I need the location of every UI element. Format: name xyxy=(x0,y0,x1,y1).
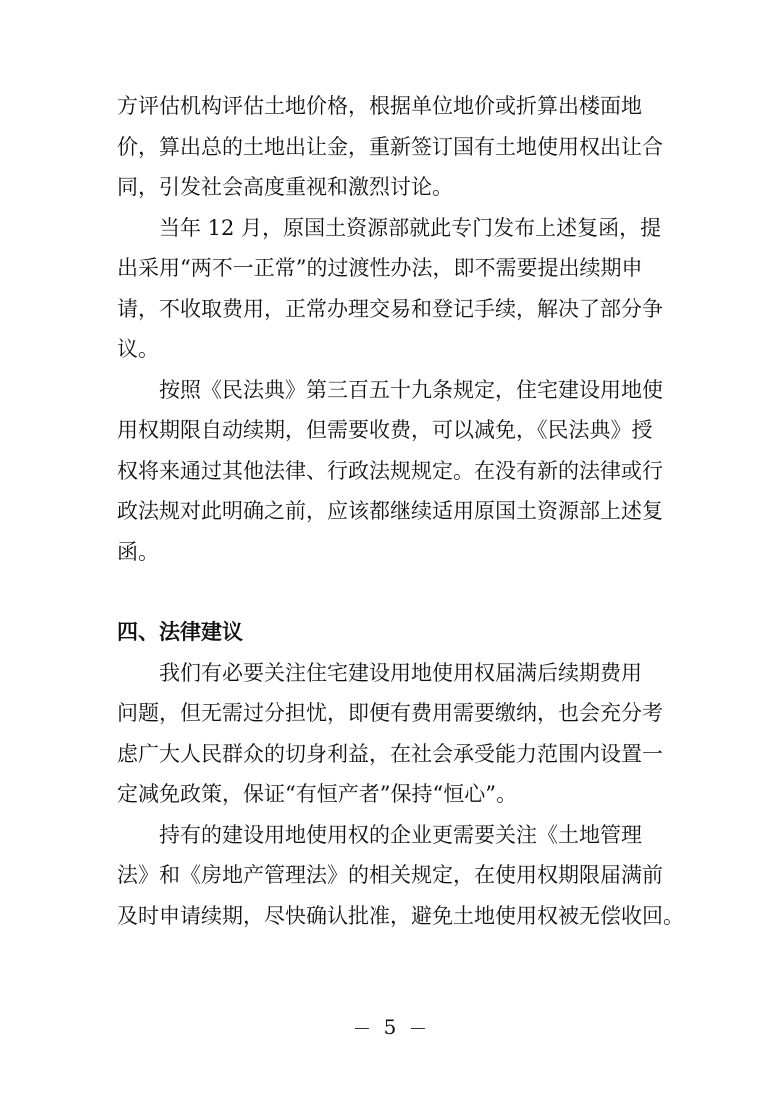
paragraph-line: 政法规对此明确之前，应该都继续适用原国土资源部上述复 xyxy=(117,499,663,523)
paragraph-line: 议。 xyxy=(117,337,159,361)
paragraph-line: 我们有必要关注住宅建设用地使用权届满后续期费用 xyxy=(117,660,642,685)
paragraph xyxy=(117,370,665,573)
footer-dash-left xyxy=(355,1028,369,1029)
paragraph-line: 按照《民法典》第三百五十九条规定，住宅建设用地使 xyxy=(117,377,663,402)
section-spacer xyxy=(117,572,665,612)
paragraph-line: 及时申请续期，尽快确认批准，避免土地使用权被无偿收回。 xyxy=(117,903,684,928)
paragraph xyxy=(117,815,684,937)
paragraph-line: 虑广大人民群众的切身利益，在社会承受能力范围内设置一 xyxy=(117,741,663,766)
page-number: 5 xyxy=(383,1015,397,1039)
paragraph-line: 持有的建设用地使用权的企业更需要关注《土地管理 xyxy=(117,822,642,847)
paragraph-line: 出采用“两不一正常”的过渡性办法，即不需要提出续期申 xyxy=(117,256,643,280)
section-heading: 四、法律建议 xyxy=(117,620,243,644)
paragraph-line: 函。 xyxy=(117,539,159,564)
document-body xyxy=(117,86,684,936)
paragraph-line: 同，引发社会高度重视和激烈讨论。 xyxy=(117,175,453,199)
paragraph-line: 价，算出总的土地出让金，重新签订国有土地使用权出让合 xyxy=(117,134,663,159)
paragraph-line: 用权期限自动续期，但需要收费，可以减免，《民法典》授 xyxy=(117,418,653,442)
paragraph-line: 请，不收取费用，正常办理交易和登记手续，解决了部分争 xyxy=(117,296,663,321)
page-footer xyxy=(0,1015,780,1039)
paragraph-line: 方评估机构评估土地价格，根据单位地价或折算出楼面地 xyxy=(117,94,642,118)
paragraph xyxy=(117,86,665,208)
paragraph xyxy=(117,653,665,815)
paragraph-line: 权将来通过其他法律、行政法规规定。在没有新的法律或行 xyxy=(117,458,663,483)
paragraph-line: 定减免政策，保证“有恒产者”保持“恒心”。 xyxy=(117,782,517,806)
paragraph-line: 当年 12 月，原国土资源部就此专门发布上述复函，提 xyxy=(117,215,662,240)
paragraph xyxy=(117,208,665,370)
paragraph-line: 问题，但无需过分担忧，即便有费用需要缴纳，也会充分考 xyxy=(117,701,663,725)
paragraph-line: 法》和《房地产管理法》的相关规定，在使用权期限届满前 xyxy=(117,863,663,887)
footer-dash-right xyxy=(411,1028,425,1029)
